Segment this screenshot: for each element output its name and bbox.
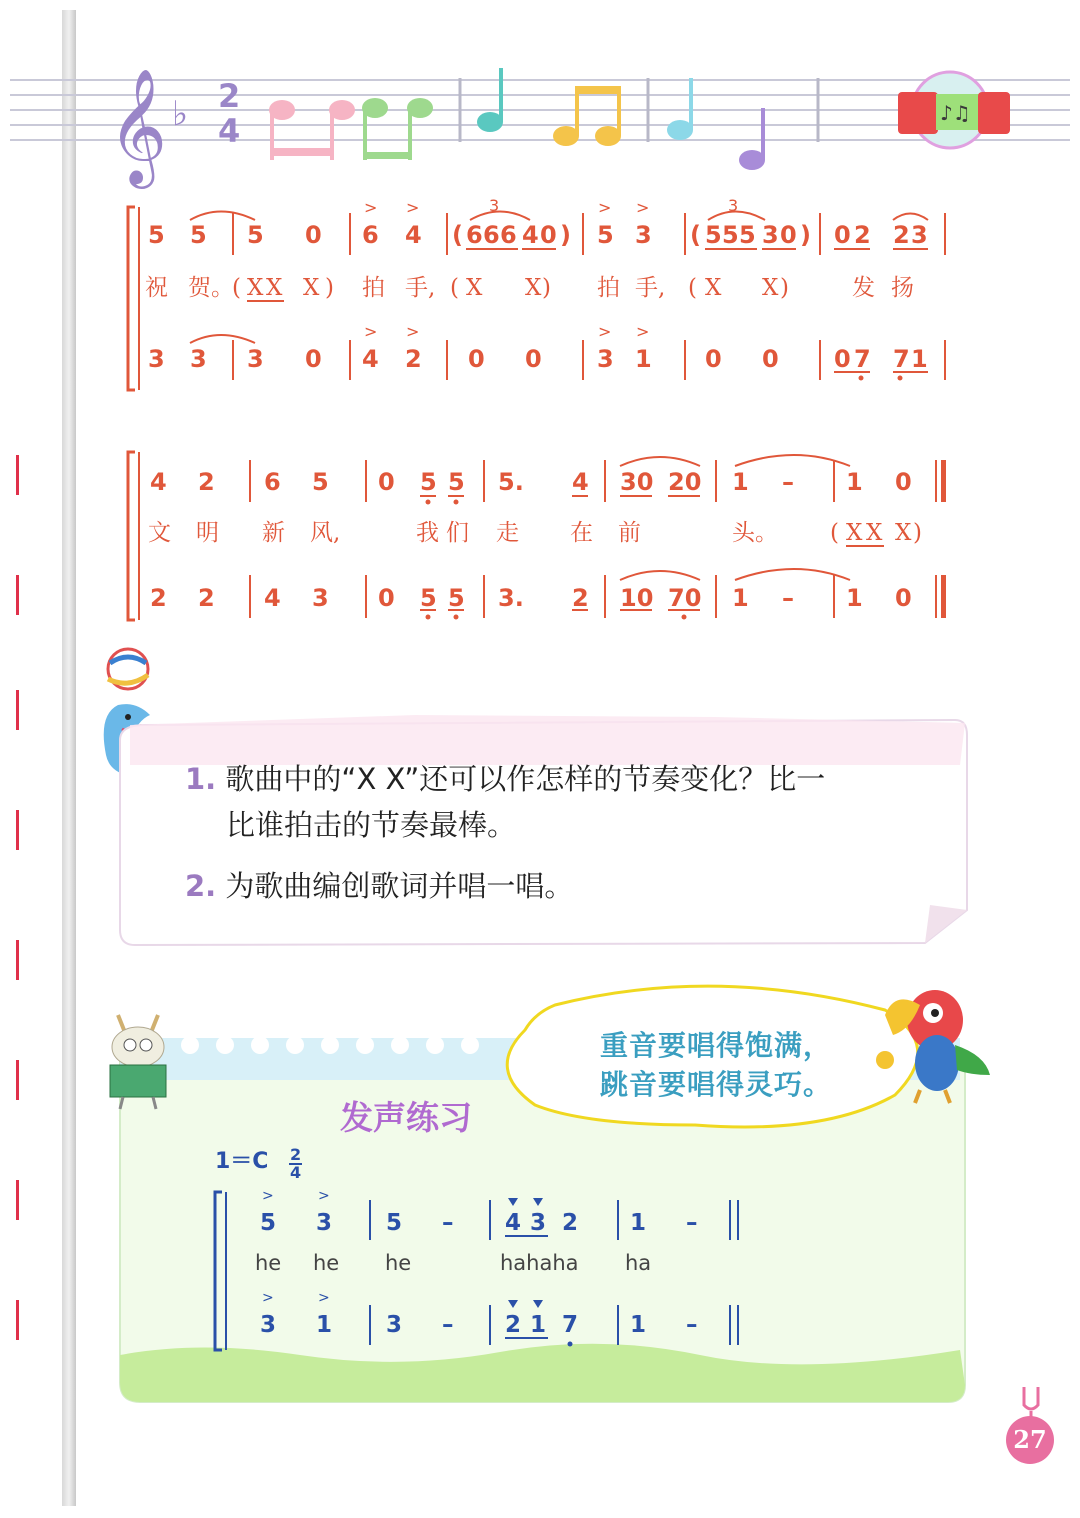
margin-mark <box>16 810 19 850</box>
lyric: 拍 <box>362 275 385 301</box>
lyric: ( <box>232 275 241 301</box>
score2-top-row <box>150 468 912 496</box>
note: 0 <box>780 221 797 249</box>
goat-mascot-icon <box>98 1005 178 1110</box>
note: 3 <box>312 584 329 612</box>
note: 5 <box>420 468 437 496</box>
note: 0 <box>378 584 395 612</box>
spiral-binding-icon <box>181 1036 479 1054</box>
bracket: ( <box>690 221 701 249</box>
accent-mark: > <box>598 198 612 217</box>
lyric: 走 <box>496 520 519 546</box>
accent-mark: > <box>406 322 420 341</box>
note: 3. <box>498 584 524 612</box>
lyric: ( <box>450 275 459 301</box>
note: 5 <box>722 221 739 249</box>
note: 3 <box>635 221 652 249</box>
note: 2 <box>150 584 167 612</box>
lyric: X <box>247 275 264 301</box>
question-text: 歌曲中的“X X”还可以作怎样的节奏变化？比一 <box>225 762 826 796</box>
note: 2 <box>405 345 422 373</box>
note: 6 <box>466 221 483 249</box>
accent-mark: > <box>318 1188 330 1204</box>
tie-marks <box>190 212 928 344</box>
lyric: 扬 <box>891 275 914 301</box>
lyric: X <box>705 275 722 301</box>
note: 2 <box>198 584 215 612</box>
note: 0 <box>540 221 557 249</box>
lyric: 头。 <box>732 520 778 546</box>
dash: – <box>686 1312 698 1338</box>
note: 0 <box>762 345 779 373</box>
margin-mark <box>16 940 19 980</box>
note: 5. <box>498 468 524 496</box>
lyric: ( <box>830 520 839 546</box>
margin-mark <box>16 690 19 730</box>
note: 1 <box>732 584 749 612</box>
lyric: X <box>266 275 283 301</box>
note: 5 <box>386 1210 403 1236</box>
exercise-bottom-row <box>260 1312 698 1338</box>
note: 3 <box>260 1312 277 1338</box>
note: 6 <box>362 221 379 249</box>
question-1 <box>185 757 825 798</box>
bracket: ( <box>452 221 463 249</box>
lyric: 手, <box>405 275 436 301</box>
tuning-fork-icon <box>1018 1385 1044 1419</box>
octave-dots <box>859 376 903 381</box>
note: 1 <box>635 345 652 373</box>
note: 2 <box>572 584 589 612</box>
treble-clef-icon: 𝄞 <box>108 67 168 184</box>
note: 1 <box>846 468 863 496</box>
question-number: 2. <box>185 869 217 903</box>
staff-banner <box>0 0 1080 200</box>
exercise-title: 发声练习 <box>340 1098 472 1137</box>
note: 6 <box>264 468 281 496</box>
question-number: 1. <box>185 762 217 796</box>
lyric: X <box>525 275 542 301</box>
score1-lyrics <box>145 275 914 301</box>
accents <box>262 1188 333 1306</box>
note: 3 <box>316 1210 333 1236</box>
accent-mark: > <box>636 322 650 341</box>
note: 7 <box>854 345 871 373</box>
accent-mark: > <box>262 1188 274 1204</box>
parrot-mascot-icon <box>865 975 995 1105</box>
accent-mark: > <box>406 198 420 217</box>
note: 0 <box>468 345 485 373</box>
note: 0 <box>378 468 395 496</box>
note: 0 <box>895 584 912 612</box>
lyric: X <box>762 275 779 301</box>
note: 3 <box>148 345 165 373</box>
lyric: X <box>895 520 912 546</box>
lyric: 风, <box>310 520 341 546</box>
note: 4 <box>264 584 281 612</box>
note: 5 <box>448 468 465 496</box>
lyric: ( <box>688 275 697 301</box>
note: 2 <box>505 1312 522 1338</box>
note: 6 <box>483 221 500 249</box>
syllable: hahaha <box>500 1251 579 1275</box>
bubble-line-1: 重音要唱得饱满， <box>600 1029 833 1062</box>
note: 5 <box>312 468 329 496</box>
note: 20 <box>668 468 702 496</box>
note: 5 <box>247 221 264 249</box>
margin-mark <box>16 1060 19 1100</box>
score1-top-row <box>148 221 928 249</box>
note: 2 <box>854 221 871 249</box>
lyric: 我 <box>416 520 439 546</box>
lyric: X <box>846 520 863 546</box>
note: 1 <box>316 1312 333 1338</box>
triplet-mark: 3 <box>489 196 500 215</box>
score1-bottom-row <box>148 345 928 373</box>
accent-mark: > <box>598 322 612 341</box>
exercise-top-row <box>260 1210 698 1236</box>
time-sig-bottom: 4 <box>218 112 241 150</box>
bracket: ) <box>560 221 571 249</box>
lyric: 文 <box>148 520 171 546</box>
note: 2 <box>893 221 910 249</box>
note: 3 <box>247 345 264 373</box>
dash: – <box>782 584 794 612</box>
note: 5 <box>597 221 614 249</box>
note: 1 <box>530 1312 547 1338</box>
accent-mark: > <box>364 198 378 217</box>
syllable: he <box>255 1251 282 1275</box>
accent-mark: > <box>262 1290 274 1306</box>
note: 0 <box>525 345 542 373</box>
note: 5 <box>420 584 437 612</box>
dash: – <box>782 468 794 496</box>
triplet-mark: 3 <box>728 196 739 215</box>
note: 2 <box>198 468 215 496</box>
margin-mark <box>16 1180 19 1220</box>
exercise-score <box>200 1140 780 1365</box>
lyric: 新 <box>262 520 285 546</box>
score-system-2 <box>0 440 1080 630</box>
green-notes-icon <box>362 98 433 160</box>
note: 1 <box>630 1312 647 1338</box>
note: 2 <box>562 1210 579 1236</box>
question-1-continued: 比谁拍击的节奏最棒。 <box>226 808 517 842</box>
note: 4 <box>522 221 539 249</box>
note: 10 <box>620 584 654 612</box>
note: 3 <box>911 221 928 249</box>
syllable: ha <box>625 1251 652 1275</box>
note: 6 <box>500 221 517 249</box>
accordion-icon <box>898 72 1010 148</box>
accent-mark: > <box>636 198 650 217</box>
note: 7 <box>562 1312 579 1338</box>
bracket: ) <box>800 221 811 249</box>
note: 5 <box>705 221 722 249</box>
score2-lyrics <box>148 520 922 546</box>
note: 4 <box>150 468 167 496</box>
note: 4 <box>505 1210 522 1236</box>
note: 5 <box>148 221 165 249</box>
note: 5 <box>190 221 207 249</box>
note: 0 <box>834 221 851 249</box>
bubble-line-2: 跳音要唱得灵巧。 <box>600 1068 833 1101</box>
lyric: 前 <box>618 520 641 546</box>
note: 0 <box>305 345 322 373</box>
accent-mark: > <box>364 322 378 341</box>
lyric: 贺。 <box>188 275 234 301</box>
time-sig-bottom: 4 <box>290 1163 302 1182</box>
margin-mark <box>16 1300 19 1340</box>
page-number: 27 <box>1006 1416 1054 1464</box>
question-text: 为歌曲编创歌词并唱一唱。 <box>225 869 574 903</box>
lyric: ) <box>325 275 334 301</box>
svg-text:♪♫: ♪♫ <box>940 101 971 125</box>
note: 0 <box>895 468 912 496</box>
note: 70 <box>668 584 702 612</box>
accent-mark: > <box>318 1290 330 1306</box>
lyric: 们 <box>446 520 469 546</box>
note: 7 <box>893 345 910 373</box>
lyric: 拍 <box>597 275 620 301</box>
octave-dot <box>568 1342 573 1347</box>
bar-lines <box>250 460 946 618</box>
syllable: he <box>313 1251 340 1275</box>
note: 4 <box>572 468 589 496</box>
dash: – <box>686 1210 698 1236</box>
note: 1 <box>630 1210 647 1236</box>
note: 1 <box>846 584 863 612</box>
lyric: X <box>466 275 483 301</box>
note: 0 <box>305 221 322 249</box>
lyric: 明 <box>196 520 219 546</box>
lyric: X <box>866 520 883 546</box>
flat-icon: ♭ <box>172 94 189 134</box>
dash: – <box>442 1312 454 1338</box>
note: 4 <box>362 345 379 373</box>
note: 3 <box>190 345 207 373</box>
note: 0 <box>834 345 851 373</box>
lyric: X <box>303 275 320 301</box>
score2-bottom-row <box>150 584 912 612</box>
syllable: he <box>385 1251 412 1275</box>
note: 30 <box>620 468 654 496</box>
note: 4 <box>405 221 422 249</box>
note: 5 <box>448 584 465 612</box>
lyric: 手, <box>635 275 666 301</box>
key-signature: 1＝C <box>215 1149 269 1174</box>
note: 5 <box>739 221 756 249</box>
note: 1 <box>911 345 928 373</box>
lyric: 在 <box>570 520 593 546</box>
lyric: ) <box>542 275 551 301</box>
note: 0 <box>705 345 722 373</box>
note: 3 <box>530 1210 547 1236</box>
note: 3 <box>762 221 779 249</box>
dash: – <box>442 1210 454 1236</box>
score-system-1 <box>0 195 1080 405</box>
note: 3 <box>597 345 614 373</box>
exercise-syllables <box>255 1251 651 1275</box>
lyric: 发 <box>852 275 875 301</box>
lyric: ) <box>780 275 789 301</box>
time-sig-top: 2 <box>218 77 241 115</box>
time-sig-top: 2 <box>290 1145 302 1164</box>
note: 3 <box>386 1312 403 1338</box>
note: 1 <box>732 468 749 496</box>
teal-note-icon <box>477 68 503 132</box>
note: 5 <box>260 1210 277 1236</box>
lyric: 祝 <box>145 275 168 301</box>
question-2 <box>185 864 573 905</box>
lyric: ) <box>913 520 922 546</box>
